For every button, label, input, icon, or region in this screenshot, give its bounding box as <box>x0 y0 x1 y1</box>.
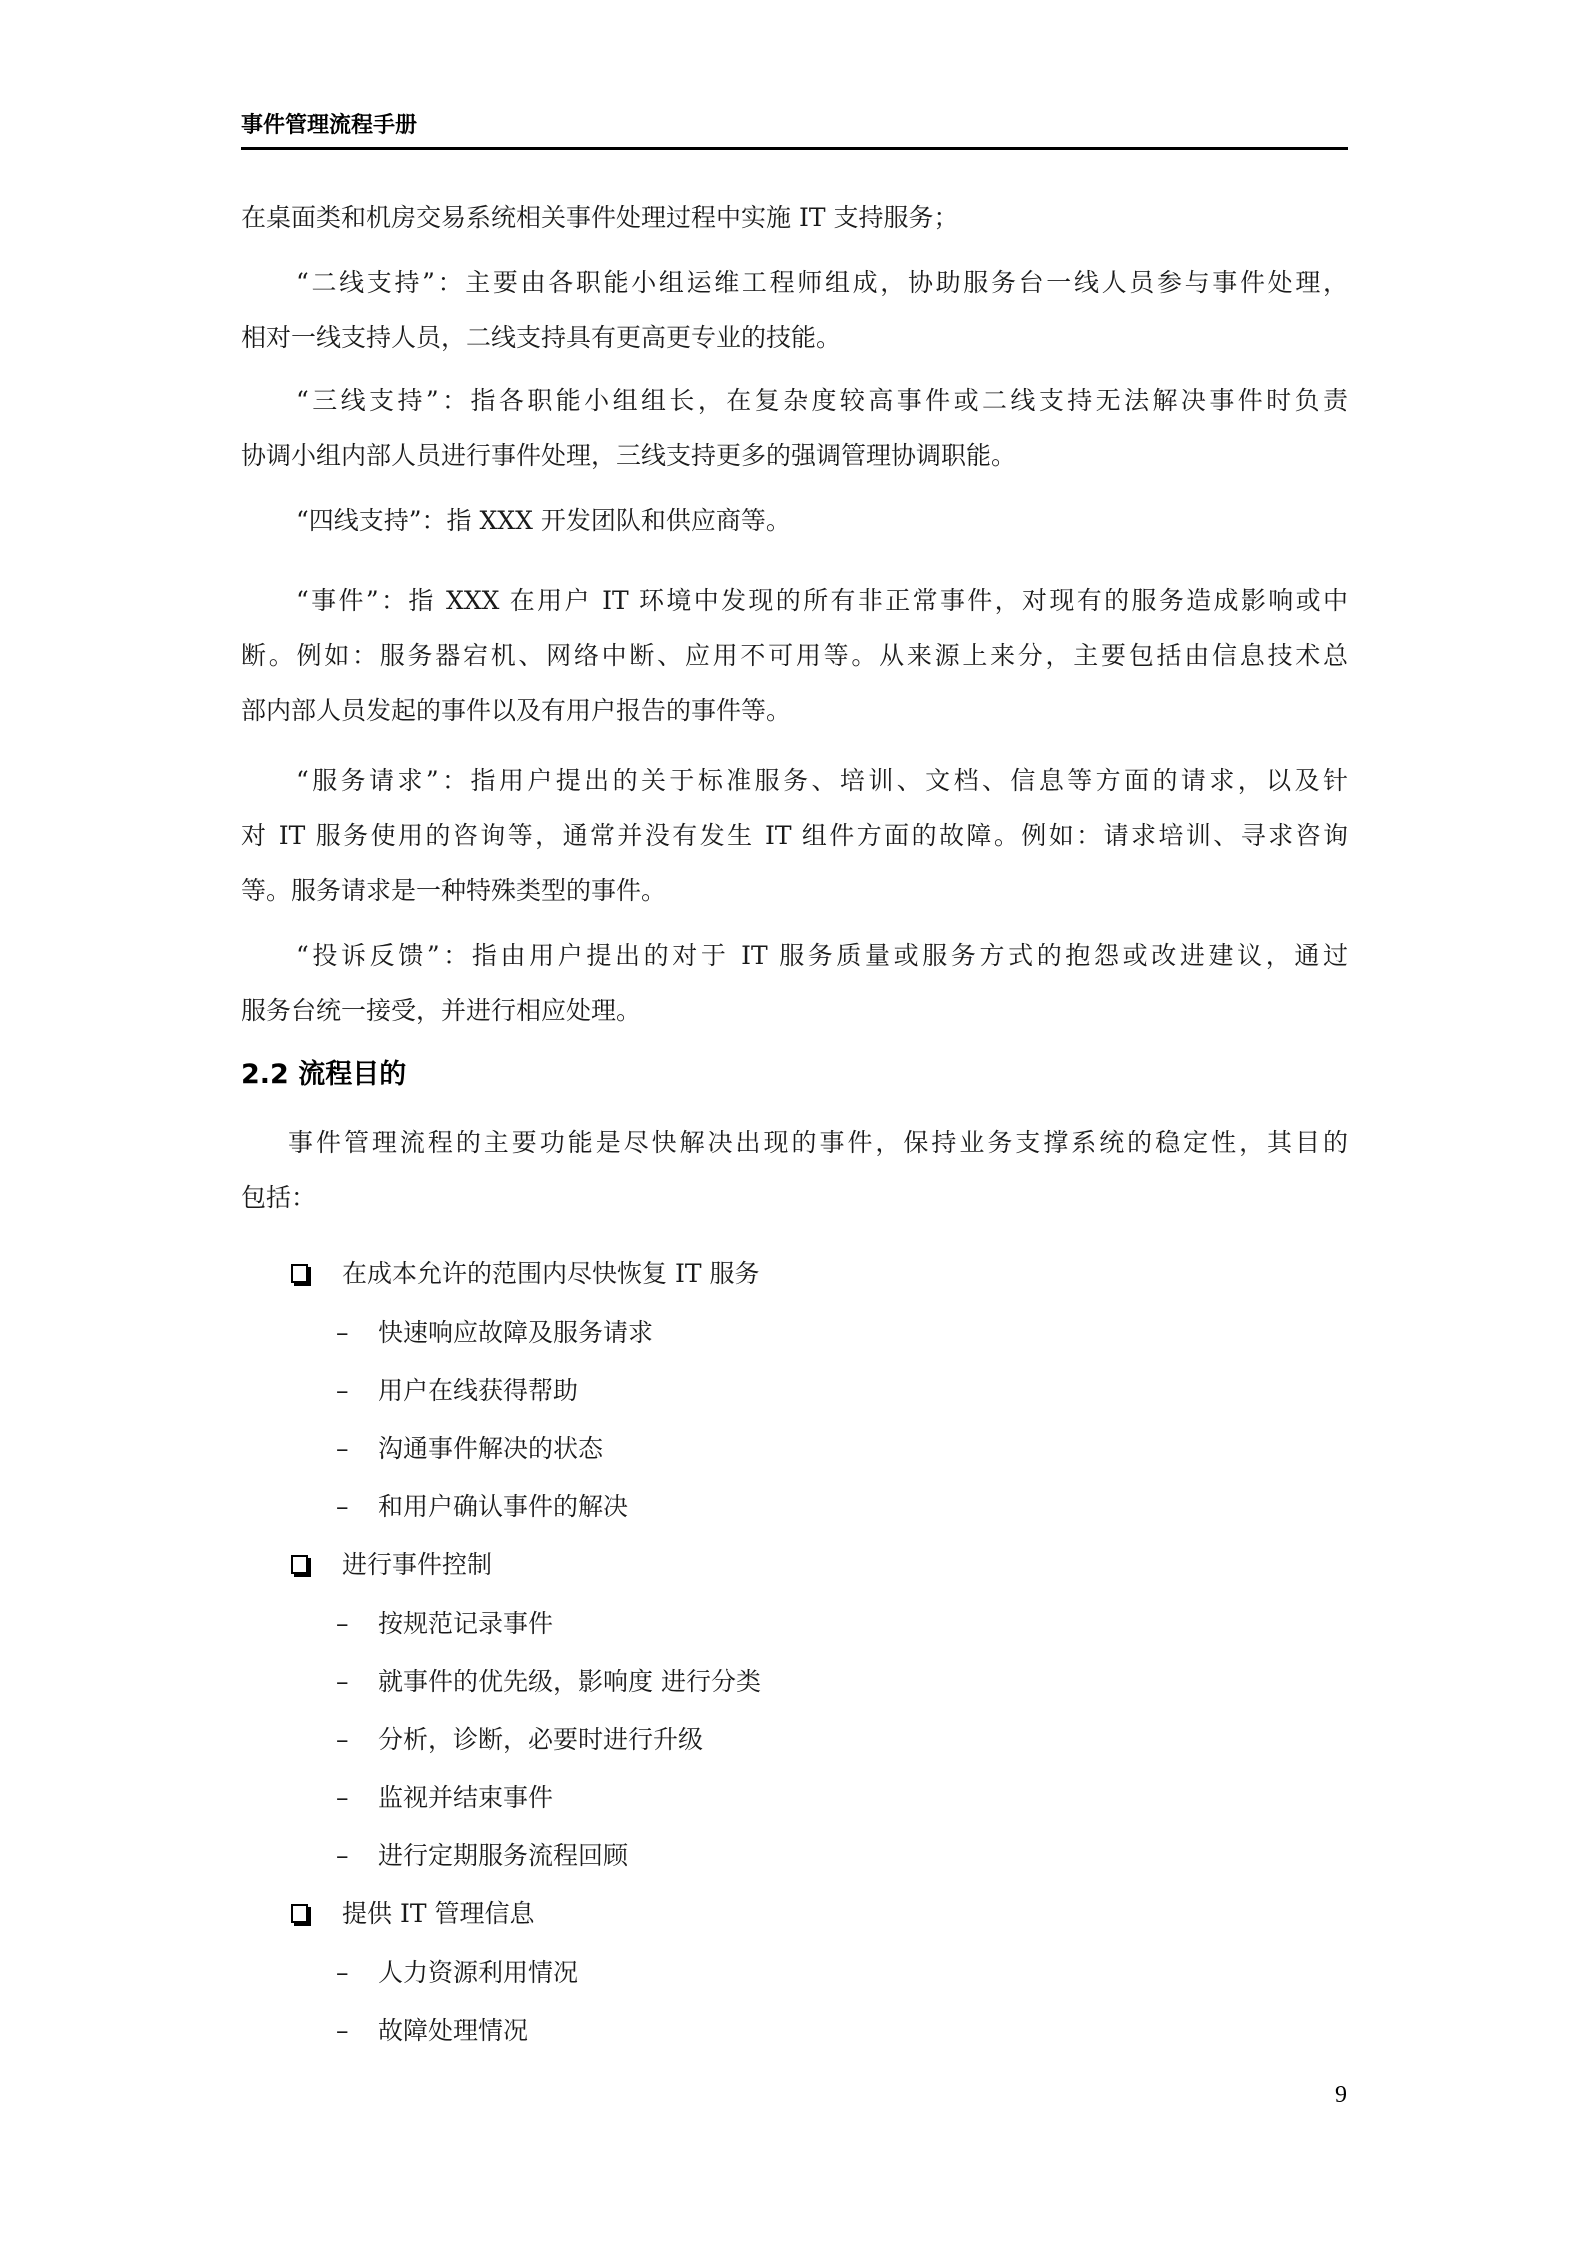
goal-subitem <box>336 1434 603 1464</box>
goal-subitem <box>336 1492 628 1522</box>
subitem-text: 和用户确认事件的解决 <box>378 1492 629 1521</box>
definition-complaint-feedback-cont: 服务台统一接受，并进行相应处理。 <box>241 996 642 1025</box>
subitem-text: 分析，诊断，必要时进行升级 <box>378 1725 704 1754</box>
goal-subitem <box>336 1376 578 1406</box>
header-divider <box>241 147 1348 150</box>
dash-icon: – <box>336 1841 349 1870</box>
subitem-text: 按规范记录事件 <box>378 1609 554 1638</box>
definition-service-request-cont-1: 对 IT 服务使用的咨询等，通常并没有发生 IT 组件方面的故障。例如：请求培训、寻求咨询 <box>241 821 1348 850</box>
subitem-text: 监视并结束事件 <box>378 1783 554 1812</box>
dash-icon: – <box>336 1725 349 1754</box>
subitem-text: 沟通事件解决的状态 <box>378 1434 604 1463</box>
goal-item <box>291 1550 492 1580</box>
dash-icon: – <box>336 1318 349 1347</box>
dash-icon: – <box>336 1609 349 1638</box>
dash-icon: – <box>336 1492 349 1521</box>
dash-icon: – <box>336 1667 349 1696</box>
paragraph-line: 在桌面类和机房交易系统相关事件处理过程中实施 IT 支持服务； <box>241 203 959 232</box>
goal-item <box>291 1899 534 1929</box>
goal-subitem <box>336 1841 628 1871</box>
subitem-text: 进行定期服务流程回顾 <box>378 1841 629 1870</box>
goal-subitem <box>336 1725 703 1755</box>
dash-icon: – <box>336 2016 349 2045</box>
section-intro-line-cont: 包括： <box>241 1183 317 1212</box>
goal-subitem <box>336 1783 553 1813</box>
subitem-text: 人力资源利用情况 <box>378 1958 579 1987</box>
subitem-text: 故障处理情况 <box>378 2016 529 2045</box>
goal-subitem <box>336 1609 553 1639</box>
definition-third-line-support: “三线支持”：指各职能小组组长，在复杂度较高事件或二线支持无法解决事件时负责 <box>296 386 1348 415</box>
running-header-title: 事件管理流程手册 <box>241 113 418 138</box>
dash-icon: – <box>336 1958 349 1987</box>
goal-subitem <box>336 1667 761 1697</box>
definition-second-line-support-cont: 相对一线支持人员，二线支持具有更高更专业的技能。 <box>241 323 842 352</box>
dash-icon: – <box>336 1783 349 1812</box>
dash-icon: – <box>336 1376 349 1405</box>
subitem-text: 用户在线获得帮助 <box>378 1376 579 1405</box>
definition-fourth-line-support: “四线支持”：指 XXX 开发团队和供应商等。 <box>296 506 791 535</box>
goal-subitem <box>336 2016 528 2046</box>
section-intro-line: 事件管理流程的主要功能是尽快解决出现的事件，保持业务支撑系统的稳定性，其目的 <box>288 1128 1348 1157</box>
definition-second-line-support: “二线支持”：主要由各职能小组运维工程师组成，协助服务台一线人员参与事件处理， <box>296 268 1348 297</box>
checkbox-bullet-icon <box>291 1264 308 1283</box>
goal-label: 进行事件控制 <box>342 1550 493 1579</box>
page-number: 9 <box>1335 2082 1347 2108</box>
definition-event-cont-1: 断。例如：服务器宕机、网络中断、应用不可用等。从来源上来分，主要包括由信息技术总 <box>241 641 1348 670</box>
definition-service-request-cont-2: 等。服务请求是一种特殊类型的事件。 <box>241 876 667 905</box>
goal-label: 在成本允许的范围内尽快恢复 IT 服务 <box>342 1259 760 1288</box>
goal-label: 提供 IT 管理信息 <box>342 1899 535 1928</box>
checkbox-bullet-icon <box>291 1904 308 1923</box>
definition-service-request: “服务请求”：指用户提出的关于标准服务、培训、文档、信息等方面的请求，以及针 <box>296 766 1348 795</box>
dash-icon: – <box>336 1434 349 1463</box>
goal-subitem <box>336 1958 578 1988</box>
goal-item <box>291 1259 759 1289</box>
definition-complaint-feedback: “投诉反馈”：指由用户提出的对于 IT 服务质量或服务方式的抱怨或改进建议，通过 <box>296 941 1348 970</box>
definition-event-cont-2: 部内部人员发起的事件以及有用户报告的事件等。 <box>241 696 792 725</box>
definition-event: “事件”：指 XXX 在用户 IT 环境中发现的所有非正常事件，对现有的服务造成影响或中 <box>296 586 1348 615</box>
checkbox-bullet-icon <box>291 1555 308 1574</box>
goal-subitem <box>336 1318 653 1348</box>
subitem-text: 快速响应故障及服务请求 <box>378 1318 654 1347</box>
subitem-text: 就事件的优先级，影响度 进行分类 <box>378 1667 761 1696</box>
section-heading-2-2: 2.2 流程目的 <box>241 1059 407 1090</box>
definition-third-line-support-cont: 协调小组内部人员进行事件处理，三线支持更多的强调管理协调职能。 <box>241 441 1017 470</box>
